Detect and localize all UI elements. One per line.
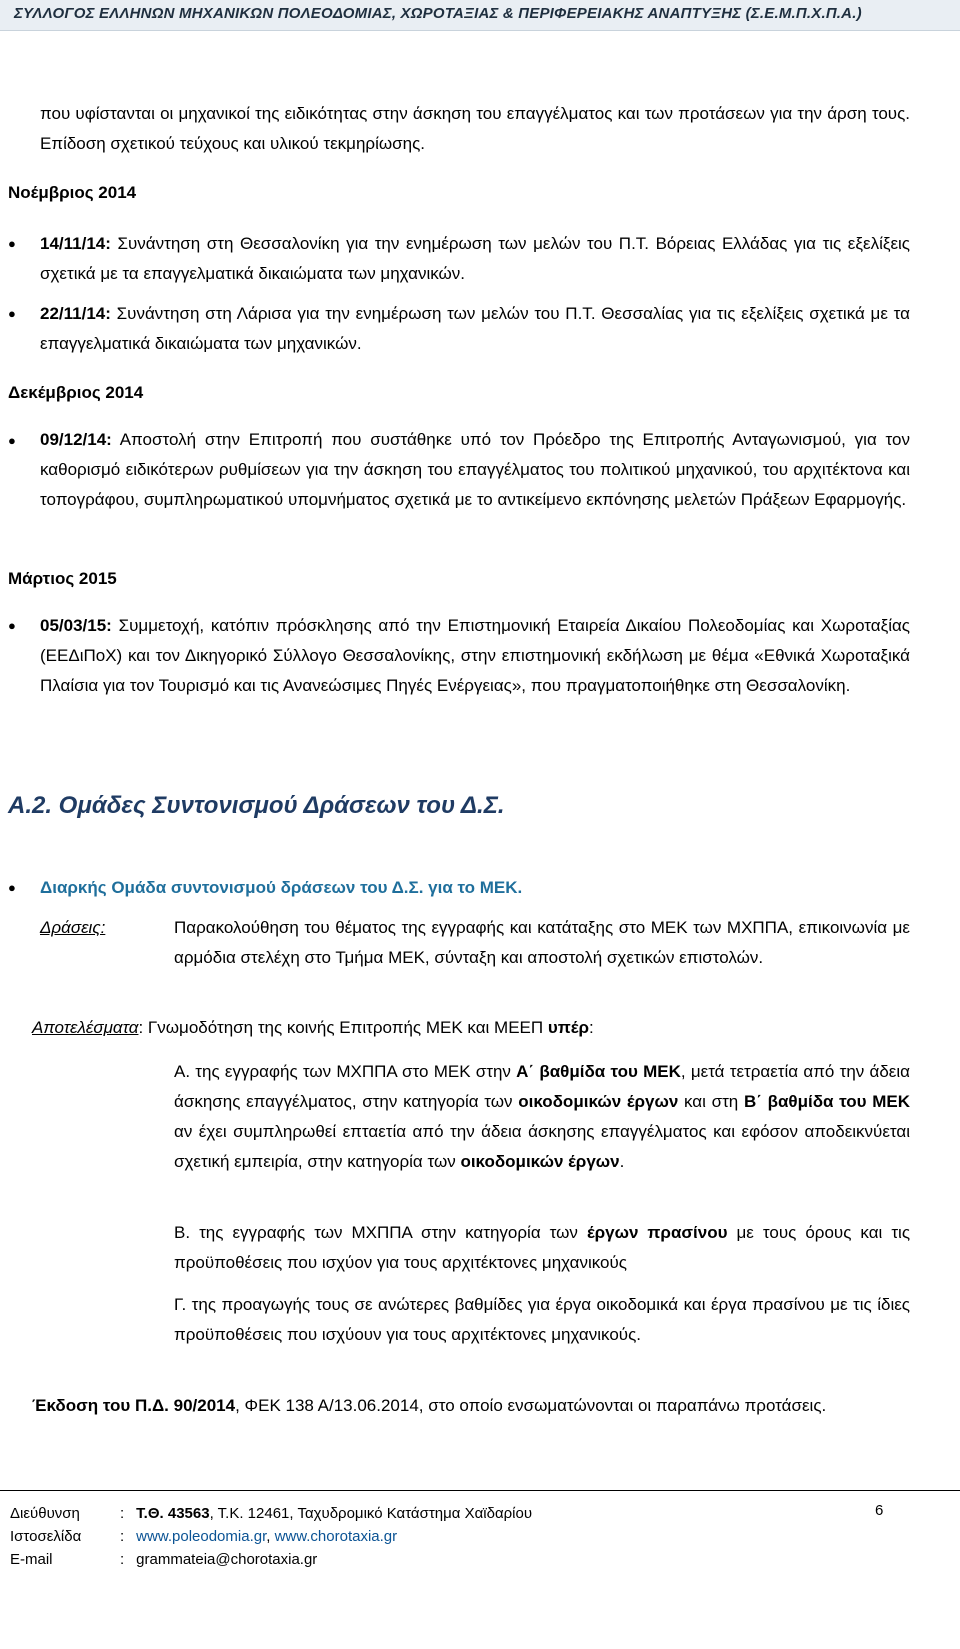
item-date: 09/12/14: [40, 430, 112, 449]
email-link[interactable]: grammateia@chorotaxia.gr [136, 1551, 318, 1568]
result-item-b: Β. της εγγραφής των ΜΧΠΠΑ στην κατηγορία των έργων πρασίνου με τους όρους και τις προϋποθέσεις που ισχύον για τους αρχιτέκτονες μηχανικούς [174, 1223, 911, 1272]
footer-address: Διεύθυνση : Τ.Θ. 43563, Τ.Κ. 12461, Ταχυδρομικό Κατάστημα Χαϊδαρίου [10, 1505, 533, 1522]
list-item [40, 229, 910, 289]
results-label: Αποτελέσματα [32, 1018, 139, 1037]
organization-name: ΣΥΛΛΟΓΟΣ ΕΛΛΗΝΩΝ ΜΗΧΑΝΙΚΩΝ ΠΟΛΕΟΔΟΜΙΑΣ, ΧΩΡΟΤΑΞΙΑΣ & ΠΕΡΙΦΕΡΕΙΑΚΗΣ ΑΝΑΠΤΥΞΗΣ (Σ.Ε.Μ.Π.Χ.Π.Α.) [14, 5, 862, 22]
item-text: Αποστολή στην Επιτροπή που συστάθηκε υπό τον Πρόεδρο της Επιτροπής Ανταγωνισμού, για τον καθορισμό ειδικότερων ρυθμίσεων για την άσκηση του επαγγέλματος του πολιτικού μηχανικού, του αρχιτέκτονα και τοπογράφου, συμπληρωματικού υπομνήματος σχετικά με το αντικείμενο εκπόνησης μελετών Πράξεων Εφαρμογής. [40, 430, 910, 509]
list-item [40, 611, 910, 701]
website-link-1[interactable]: www.poleodomia.gr [136, 1528, 267, 1545]
footer-divider [0, 1490, 960, 1491]
intro-paragraph: που υφίστανται οι μηχανικοί της ειδικότητας στην άσκηση του επαγγέλματος και των προτάσεων για την άρση τους. Επίδοση σχετικού τεύχους και υλικού τεκμηρίωσης. [40, 104, 910, 153]
item-text: Συμμετοχή, κατόπιν πρόσκλησης από την Επιστημονική Εταιρεία Δικαίου Πολεοδομίας και Χωροταξίας (ΕΕΔιΠοΧ) και τον Δικηγορικό Σύλλογο Θεσσαλονίκης, στην επιστημονική εκδήλωση με θέμα «Εθνικά Χωροταξικά Πλαίσια για τον Τουρισμό και τις Ανανεώσιμες Πηγές Ενέργειας», που πραγματοποιήθηκε στη Θεσσαλονίκη. [40, 616, 910, 695]
bullet-icon: ● [8, 306, 16, 321]
result-item-c: Γ. της προαγωγής τους σε ανώτερες βαθμίδες για έργα οικοδομικά και έργα πρασίνου με τις ίδιες προϋποθέσεις που ισχύουν για τους αρχιτέκτονες μηχανικούς. [174, 1295, 910, 1344]
issue-bold: Έκδοση του Π.Δ. 90/2014 [32, 1396, 236, 1415]
actions-label: Δράσεις: [40, 918, 106, 937]
item-date: 22/11/14: [40, 304, 111, 323]
list-item [40, 425, 910, 515]
section-title: Α.2. Ομάδες Συντονισμού Δράσεων του Δ.Σ. [8, 792, 505, 819]
bullet-icon: ● [8, 618, 16, 633]
page-number: 6 [875, 1502, 884, 1519]
footer-email: E-mail : grammateia@chorotaxia.gr [10, 1551, 318, 1568]
issue-text: , ΦΕΚ 138 Α/13.06.2014, στο οποίο ενσωματώνονται οι παραπάνω προτάσεις. [235, 1396, 827, 1415]
result-item-a: Α. της εγγραφής των ΜΧΠΠΑ στο ΜΕΚ στην Α΄ βαθμίδα του ΜΕΚ, μετά τετραετία από την άδεια άσκησης επαγγέλματος, στην κατηγορία των οικοδομικών έργων και στη Β΄ βαθμίδα του ΜΕΚ αν έχει συμπληρωθεί επταετία από την άδεια άσκησης επαγγέλματος και εφόσον αποδεικνύεται σχετική εμπειρία, στην κατηγορία των οικοδομικών έργων. [174, 1062, 911, 1171]
list-item [40, 299, 910, 359]
results-intro: Γνωμοδότηση της κοινής Επιτροπής ΜΕΚ και ΜΕΕΠ [147, 1018, 544, 1037]
group-title: Διαρκής Ομάδα συντονισμού δράσεων του Δ.Σ. για το ΜΕΚ. [40, 878, 523, 897]
bullet-icon: ● [8, 433, 16, 448]
actions-text: Παρακολούθηση του θέματος της εγγραφής και κατάταξης στο ΜΕΚ των ΜΧΠΠΑ, επικοινωνία με αρμόδια στελέχη στο Τμήμα ΜΕΚ, σύνταξη και αποστολή σχετικών επιστολών. [174, 918, 910, 967]
item-date: 14/11/14: [40, 234, 111, 253]
month-heading-nov: Νοέμβριος 2014 [8, 183, 137, 202]
bullet-icon: ● [8, 236, 16, 251]
results-intro-bold: υπέρ [547, 1018, 589, 1037]
month-heading-dec: Δεκέμβριος 2014 [8, 383, 144, 402]
footer-website: Ιστοσελίδα : www.poleodomia.gr, www.chorotaxia.gr [10, 1528, 398, 1545]
results-colon: : [138, 1018, 144, 1037]
month-heading-mar: Μάρτιος 2015 [8, 569, 117, 588]
item-text: Συνάντηση στη Λάρισα για την ενημέρωση των μελών του Π.Τ. Θεσσαλίας για τις εξελίξεις σχετικά με τα επαγγελματικά δικαιώματα των μηχανικών. [40, 304, 910, 353]
bullet-icon: ● [8, 880, 16, 895]
item-text: Συνάντηση στη Θεσσαλονίκη για την ενημέρωση των μελών του Π.Τ. Βόρειας Ελλάδας για τις εξελίξεις σχετικά με τα επαγγελματικά δικαιώματα των μηχανικών. [40, 234, 911, 283]
results-line [32, 1013, 594, 1043]
issue-paragraph [32, 1391, 910, 1421]
website-link-2[interactable]: www.chorotaxia.gr [274, 1528, 398, 1545]
results-intro-colon: : [589, 1018, 594, 1037]
item-date: 05/03/15: [40, 616, 112, 635]
page-header [0, 0, 960, 31]
